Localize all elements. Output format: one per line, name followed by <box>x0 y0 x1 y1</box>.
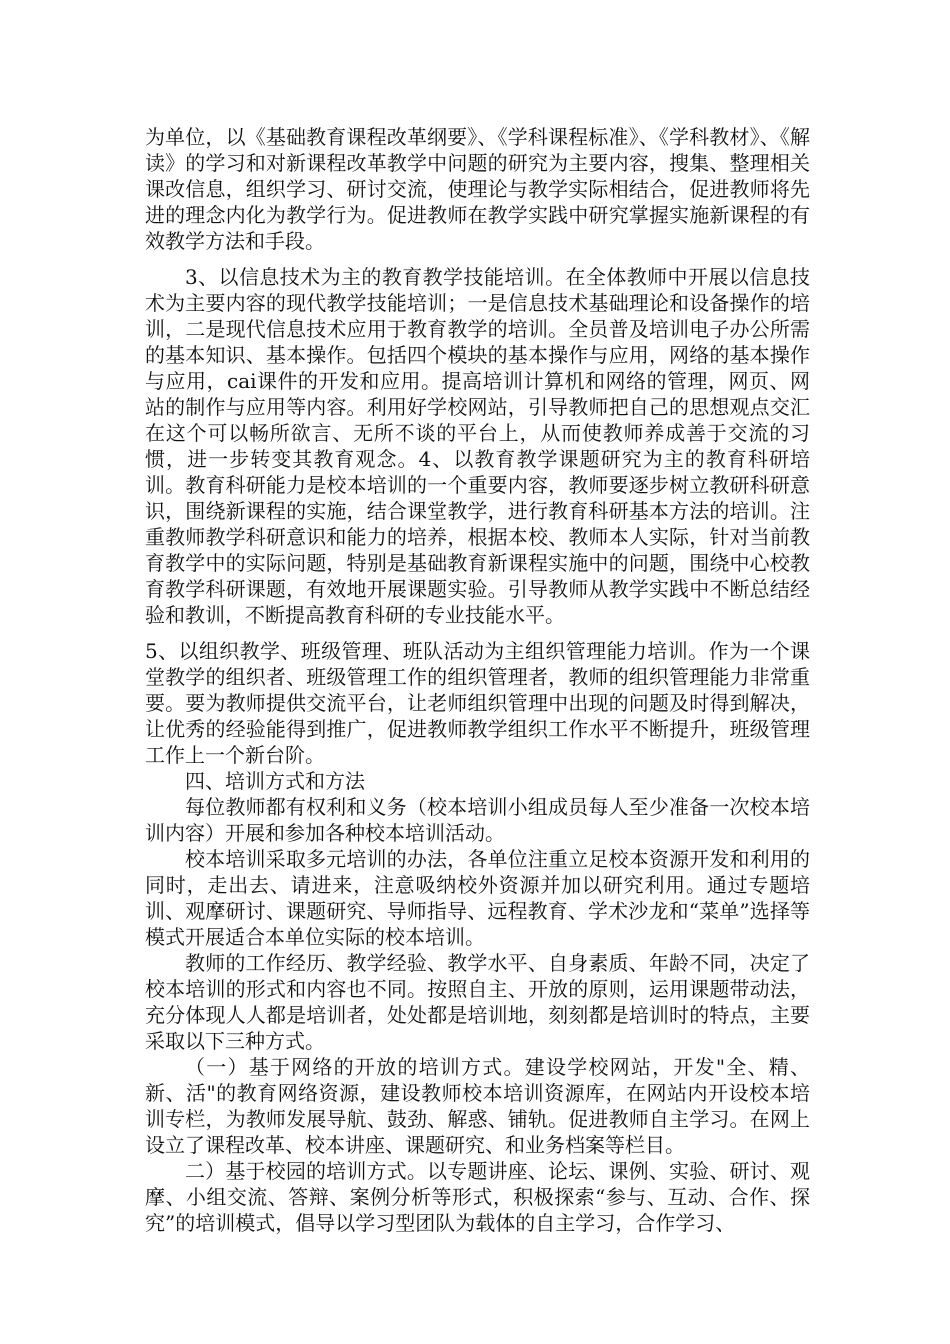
paragraph-management-training: 5、以组织教学、班级管理、班队活动为主组织管理能力培训。作为一个课堂教学的组织者、班级管理工作的组织管理者，教师的组织管理能力非常重要。要为教师提供交流平台，让老师组织管理中出现的问题及时得到解决，让优秀的经验能得到推广，促进教师教学组织工作水平不断提升，班级管理工作上一个新台阶。 <box>145 639 810 767</box>
paragraph-diverse-training: 校本培训采取多元培训的办法，各单位注重立足校本资源开发和利用的同时，走出去、请进来，注意吸纳校外资源并加以研究利用。通过专题培训、观摩研讨、课题研究、导师指导、远程教育、学术沙龙和“菜单”选择等模式开展适合本单位实际的校本培训。 <box>145 847 810 949</box>
section-heading-training-methods: 四、培训方式和方法 <box>185 769 365 793</box>
paragraph-campus-training: 二）基于校园的培训方式。以专题讲座、论坛、课例、实验、研讨、观摩、小组交流、答辩、案例分析等形式，积极探索“参与、互动、合作、探究”的培训模式，倡导以学习型团队为载体的自主学习，合作学习、 <box>145 1159 810 1235</box>
paragraph-it-training: 3、以信息技术为主的教育教学技能培训。在全体教师中开展以信息技术为主要内容的现代教学技能培训；一是信息技术基础理论和设备操作的培训，二是现代信息技术应用于教育教学的培训。全员普及培训电子办公所需的基本知识、基本操作。包括四个模块的基本操作与应用，网络的基本操作与应用，cai课件的开发和应用。提高培训计算机和网络的管理，网页、网站的制作与应用等内容。利用好学校网站，引导教师把自己的思想观点交汇在这个可以畅所欲言、无所不谈的平台上，从而使教师养成善于交流的习惯，进一步转变其教育观念。4、以教育教学课题研究为主的教育科研培训。教育科研能力是校本培训的一个重要内容，教师要逐步树立教研科研意识，围绕新课程的实施，结合课堂教学，进行教育科研基本方法的培训。注重教师教学科研意识和能力的培养，根据本校、教师本人实际，针对当前教育教学中的实际问题，特别是基础教育新课程实施中的问题，围绕中心校教育教学科研课题，有效地开展课题实验。引导教师从教学实践中不断总结经验和教训，不断提高教育科研的专业技能水平。 <box>145 265 810 627</box>
paragraph-network-training: （一）基于网络的开放的培训方式。建设学校网站，开发"全、精、新、活"的教育网络资源，建设教师校本培训资源库，在网站内开设校本培训专栏，为教师发展导航、鼓劲、解惑、铺轨。促进教师自主学习。在网上设立了课程改革、校本讲座、课题研究、和业务档案等栏目。 <box>145 1055 810 1157</box>
paragraph-training-content: 为单位，以《基础教育课程改革纲要》、《学科课程标准》、《学科教材》、《解读》的学习和对新课程改革教学中问题的研究为主要内容，搜集、整理相关课改信息，组织学习、研讨交流，使理论与教学实际相结合，促进教师将先进的理念内化为教学行为。促进教师在教学实践中研究掌握实施新课程的有效教学方法和手段。 <box>145 125 810 253</box>
document-body <box>145 124 810 1236</box>
paragraph-training-forms: 教师的工作经历、教学经验、教学水平、自身素质、年龄不同，决定了校本培训的形式和内容也不同。按照自主、开放的原则，运用课题带动法，充分体现人人都是培训者，处处都是培训地，刻刻都是培训时的特点，主要采取以下三种方式。 <box>145 951 810 1053</box>
paragraph-rights-duties: 每位教师都有权利和义务（校本培训小组成员每人至少准备一次校本培训内容）开展和参加各种校本培训活动。 <box>145 795 810 845</box>
